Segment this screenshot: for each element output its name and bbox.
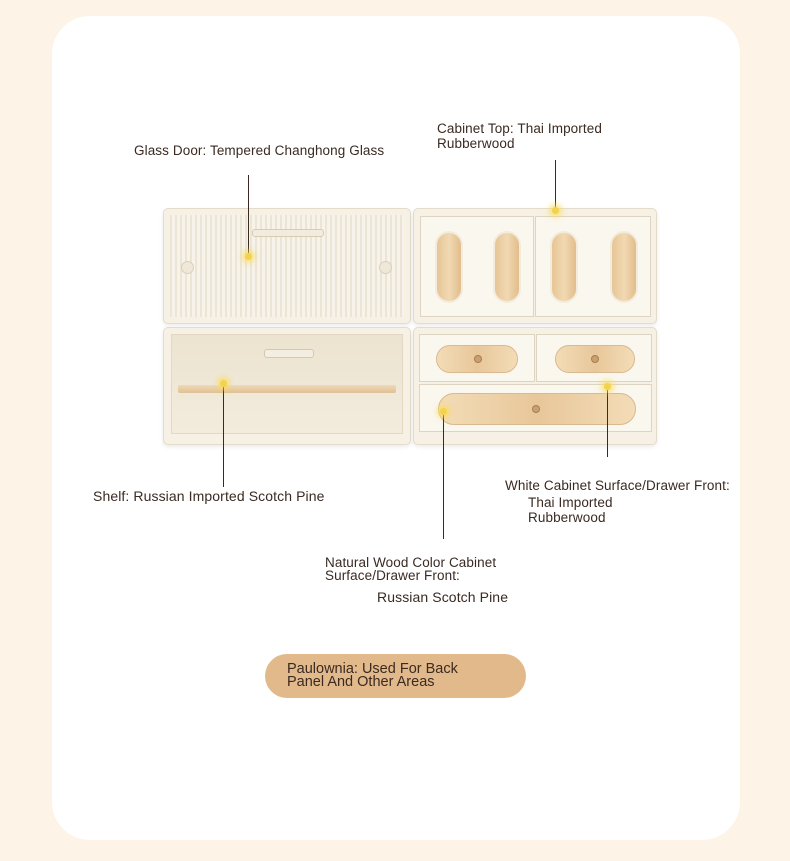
shelf-board bbox=[178, 385, 396, 393]
cabinet-door-right bbox=[535, 216, 651, 317]
callout-line-cabinet-top bbox=[555, 160, 556, 210]
open-shelf-interior bbox=[171, 334, 403, 434]
drawer-top-left bbox=[419, 334, 535, 382]
paulownia-badge-line1: Paulownia: Used For Back bbox=[287, 661, 458, 677]
label-natural-wood-line2: Surface/Drawer Front: bbox=[325, 568, 460, 583]
shelf-bracket bbox=[264, 349, 314, 358]
door-oval-panel bbox=[550, 231, 578, 303]
label-white-surface-line3: Rubberwood bbox=[528, 510, 606, 525]
highlight-dot-shelf bbox=[220, 380, 227, 387]
door-oval-panel bbox=[493, 231, 521, 303]
label-shelf: Shelf: Russian Imported Scotch Pine bbox=[93, 488, 325, 504]
callout-line-white-surface bbox=[607, 387, 608, 457]
paulownia-badge-line2: Panel And Other Areas bbox=[287, 674, 435, 690]
callout-line-natural-wood bbox=[443, 411, 444, 539]
cabinet-door-left bbox=[420, 216, 534, 317]
glass-door-cabinet bbox=[163, 208, 411, 324]
drawer-knob bbox=[591, 355, 599, 363]
door-oval-panel bbox=[435, 231, 463, 303]
label-cabinet-top-line2: Rubberwood bbox=[437, 136, 515, 151]
label-cabinet-top-line1: Cabinet Top: Thai Imported bbox=[437, 121, 602, 136]
label-natural-wood-line1: Natural Wood Color Cabinet bbox=[325, 555, 497, 570]
drawer-knob bbox=[474, 355, 482, 363]
highlight-dot-cabinet-top bbox=[552, 207, 559, 214]
label-white-surface-line2: Thai Imported bbox=[528, 495, 613, 510]
label-white-surface-line1: White Cabinet Surface/Drawer Front: bbox=[505, 478, 730, 493]
highlight-dot-glass-door bbox=[245, 253, 252, 260]
glass-door-hinge-right bbox=[379, 261, 392, 274]
highlight-dot-natural-wood bbox=[440, 408, 447, 415]
open-shelf-cabinet bbox=[163, 327, 411, 445]
highlight-dot-white-surface bbox=[604, 383, 611, 390]
glass-door-hinge-left bbox=[181, 261, 194, 274]
label-natural-wood bbox=[325, 556, 508, 604]
label-cabinet-top bbox=[437, 121, 602, 151]
callout-line-glass-door bbox=[248, 175, 249, 257]
paulownia-badge bbox=[265, 654, 526, 698]
door-oval-panel bbox=[610, 231, 638, 303]
drawer-knob bbox=[532, 405, 540, 413]
label-natural-wood-line3: Russian Scotch Pine bbox=[377, 589, 509, 605]
callout-line-shelf bbox=[223, 384, 224, 487]
drawer-bottom bbox=[419, 384, 652, 432]
paulownia-badge-text bbox=[287, 663, 487, 689]
glass-door-handle bbox=[252, 229, 324, 237]
label-white-surface bbox=[505, 478, 730, 525]
label-glass-door: Glass Door: Tempered Changhong Glass bbox=[134, 143, 385, 158]
drawer-cabinet bbox=[413, 327, 657, 445]
door-cabinet bbox=[413, 208, 657, 324]
drawer-top-right bbox=[536, 334, 652, 382]
